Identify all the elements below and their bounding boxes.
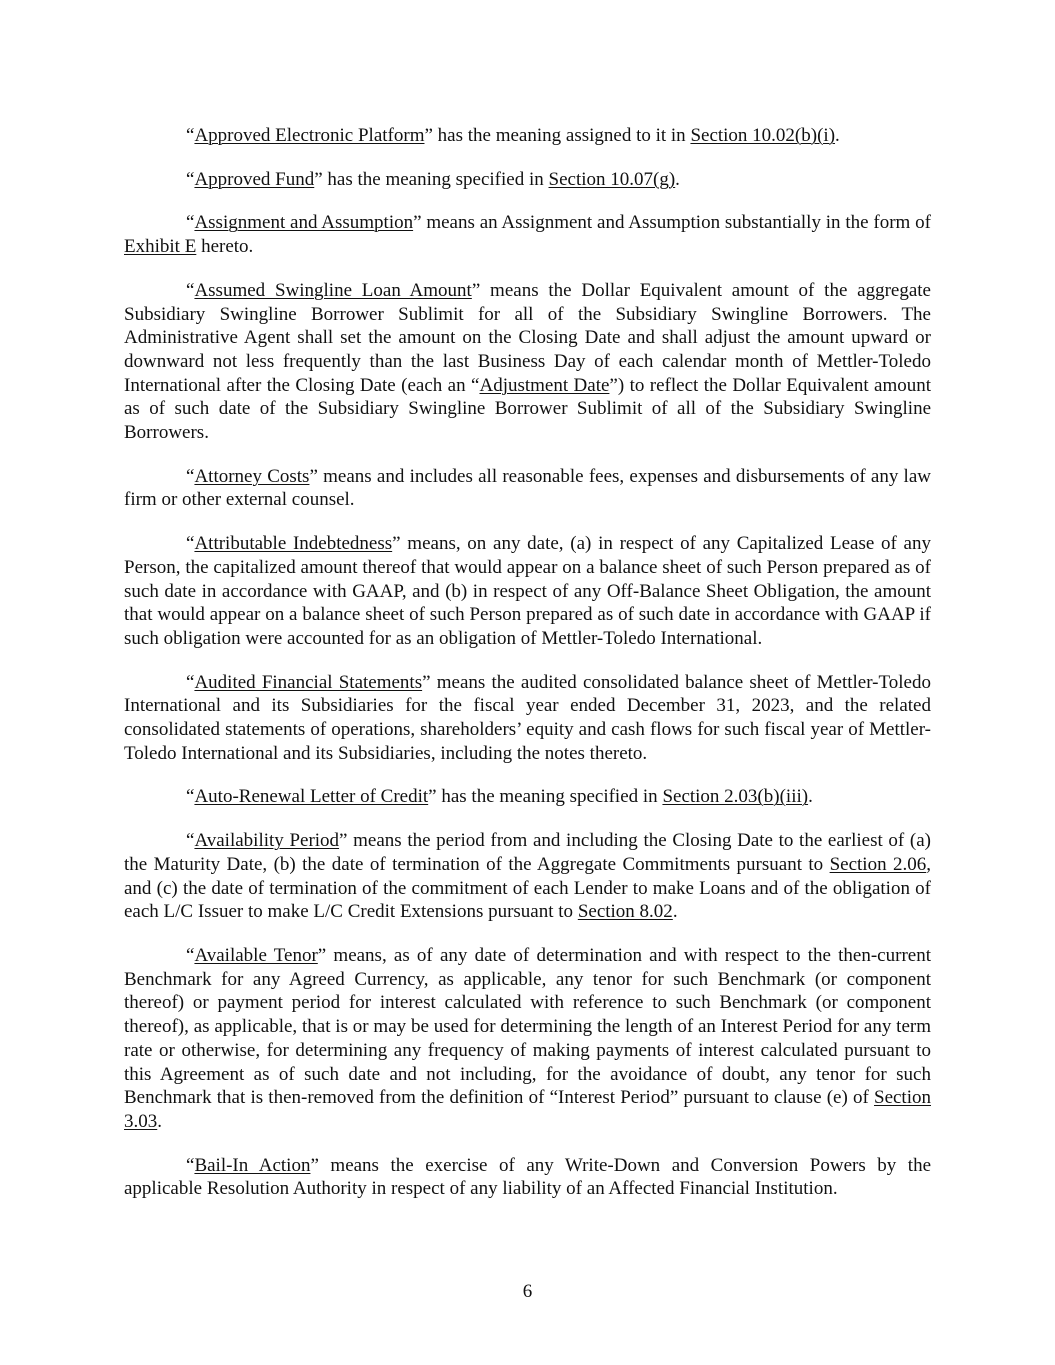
page-number: 6 [522, 1281, 533, 1302]
defined-term: Adjustment Date [479, 374, 610, 396]
defined-term: Approved Electronic Platform [194, 125, 425, 146]
section-reference: Section 10.02(b)(i) [690, 125, 836, 146]
definition-attorney-costs: “Attorney Costs” means and includes all reasonable fees, expenses and disbursements of any law firm or other external counsel. [124, 465, 931, 511]
defined-term: Availability Period [194, 830, 340, 852]
definition-availability-period: “Availability Period” means the period from and including the Closing Date to the earliest of (a) the Maturity Date, (b) the date of termination of the Aggregate Commitments pursuant to Section 2.06, and (c) the date of termination of the commitment of each Lender to make Loans and of the obligation of each L/C Issuer to make L/C Credit Extensions pursuant to Section 8.02. [124, 830, 932, 923]
defined-term: Available Tenor [194, 944, 318, 966]
defined-term: Assignment and Assumption [194, 212, 414, 234]
section-reference: Section 2.06 [829, 853, 927, 875]
defined-term: Attorney Costs [194, 465, 310, 487]
definition-attributable-indebtedness: “Attributable Indebtedness” means, on any date, (a) in respect of any Capitalized Lease of any Person, the capitalized amount thereof that would appear on a balance sheet of such Person prepared as of such date in accordance with GAAP, and (b) in respect of any Off-Balance Sheet Obligation, the amount that would appear on a balance sheet of such Person prepared as of such date in accordance with GAAP if such obligation were accounted for as an obligation of Mettler-Toledo International. [124, 533, 931, 649]
defined-term: Assumed Swingline Loan Amount [194, 279, 472, 301]
document-page [124, 124, 931, 1221]
definition-assignment-and-assumption: “Assignment and Assumption” means an Assignment and Assumption substantially in the form of Exhibit E hereto. [124, 212, 931, 258]
definition-available-tenor: “Available Tenor” means, as of any date of determination and with respect to the then-current Benchmark for any Agreed Currency, as applicable, any tenor for such Benchmark (or component thereof) or payment period for interest calculated with reference to such Benchmark (or component thereof), as applicable, that is or may be used for determining the length of an Interest Period for any term rate or otherwise, for determining any frequency of making payments of interest calculated pursuant to this Agreement as of such date and not including, for the avoidance of doubt, any tenor for such Benchmark that is then-removed from the definition of “Interest Period” pursuant to clause (e) of Section 3.03. [124, 944, 931, 1132]
defined-term: Audited Financial Statements [194, 671, 423, 693]
section-reference: Section 10.07(g) [548, 168, 676, 190]
defined-term: Attributable Indebtedness [194, 533, 393, 555]
definition-bail-in-action: “Bail-In Action” means the exercise of any Write-Down and Conversion Powers by the applicable Resolution Authority in respect of any liability of an Affected Financial Institution. [124, 1154, 931, 1200]
definition-approved-fund: “Approved Fund” has the meaning specified in Section 10.07(g). [186, 168, 680, 190]
section-reference: Section 3.03 [124, 1087, 931, 1132]
section-reference: Section 8.02 [577, 901, 673, 923]
definition-approved-electronic-platform: “Approved Electronic Platform” has the meaning assigned to it in Section 10.02(b)(i). [186, 125, 840, 146]
section-reference: Section 2.03(b)(iii) [662, 786, 809, 808]
defined-term: Bail-In Action [194, 1154, 311, 1176]
definition-audited-financial-statements: “Audited Financial Statements” means the audited consolidated balance sheet of Mettler-Toledo International and its Subsidiaries for the fiscal year ended December 31, 2023, and the related consolidated statements of operations, shareholders’ equity and cash flows for such fiscal year of Mettler-Toledo International and its Subsidiaries, including the notes thereto. [124, 671, 931, 764]
defined-term: Auto-Renewal Letter of Credit [194, 786, 429, 808]
definition-auto-renewal-letter-of-credit: “Auto-Renewal Letter of Credit” has the meaning specified in Section 2.03(b)(iii). [186, 786, 813, 808]
exhibit-reference: Exhibit E [124, 236, 197, 258]
defined-term: Approved Fund [194, 168, 315, 190]
definition-assumed-swingline-loan-amount: “Assumed Swingline Loan Amount” means the Dollar Equivalent amount of the aggregate Subsidiary Swingline Borrower Sublimit for all of the Subsidiary Swingline Borrowers. The Administrative Agent shall set the amount on the Closing Date and shall adjust the amount upward or downward not less frequently than the last Business Day of each calendar month of Mettler-Toledo International after the Closing Date (each an “Adjustment Date”) to reflect the Dollar Equivalent amount as of such date of the Subsidiary Swingline Borrower Sublimit of all of the Subsidiary Swingline Borrowers. [124, 279, 932, 444]
